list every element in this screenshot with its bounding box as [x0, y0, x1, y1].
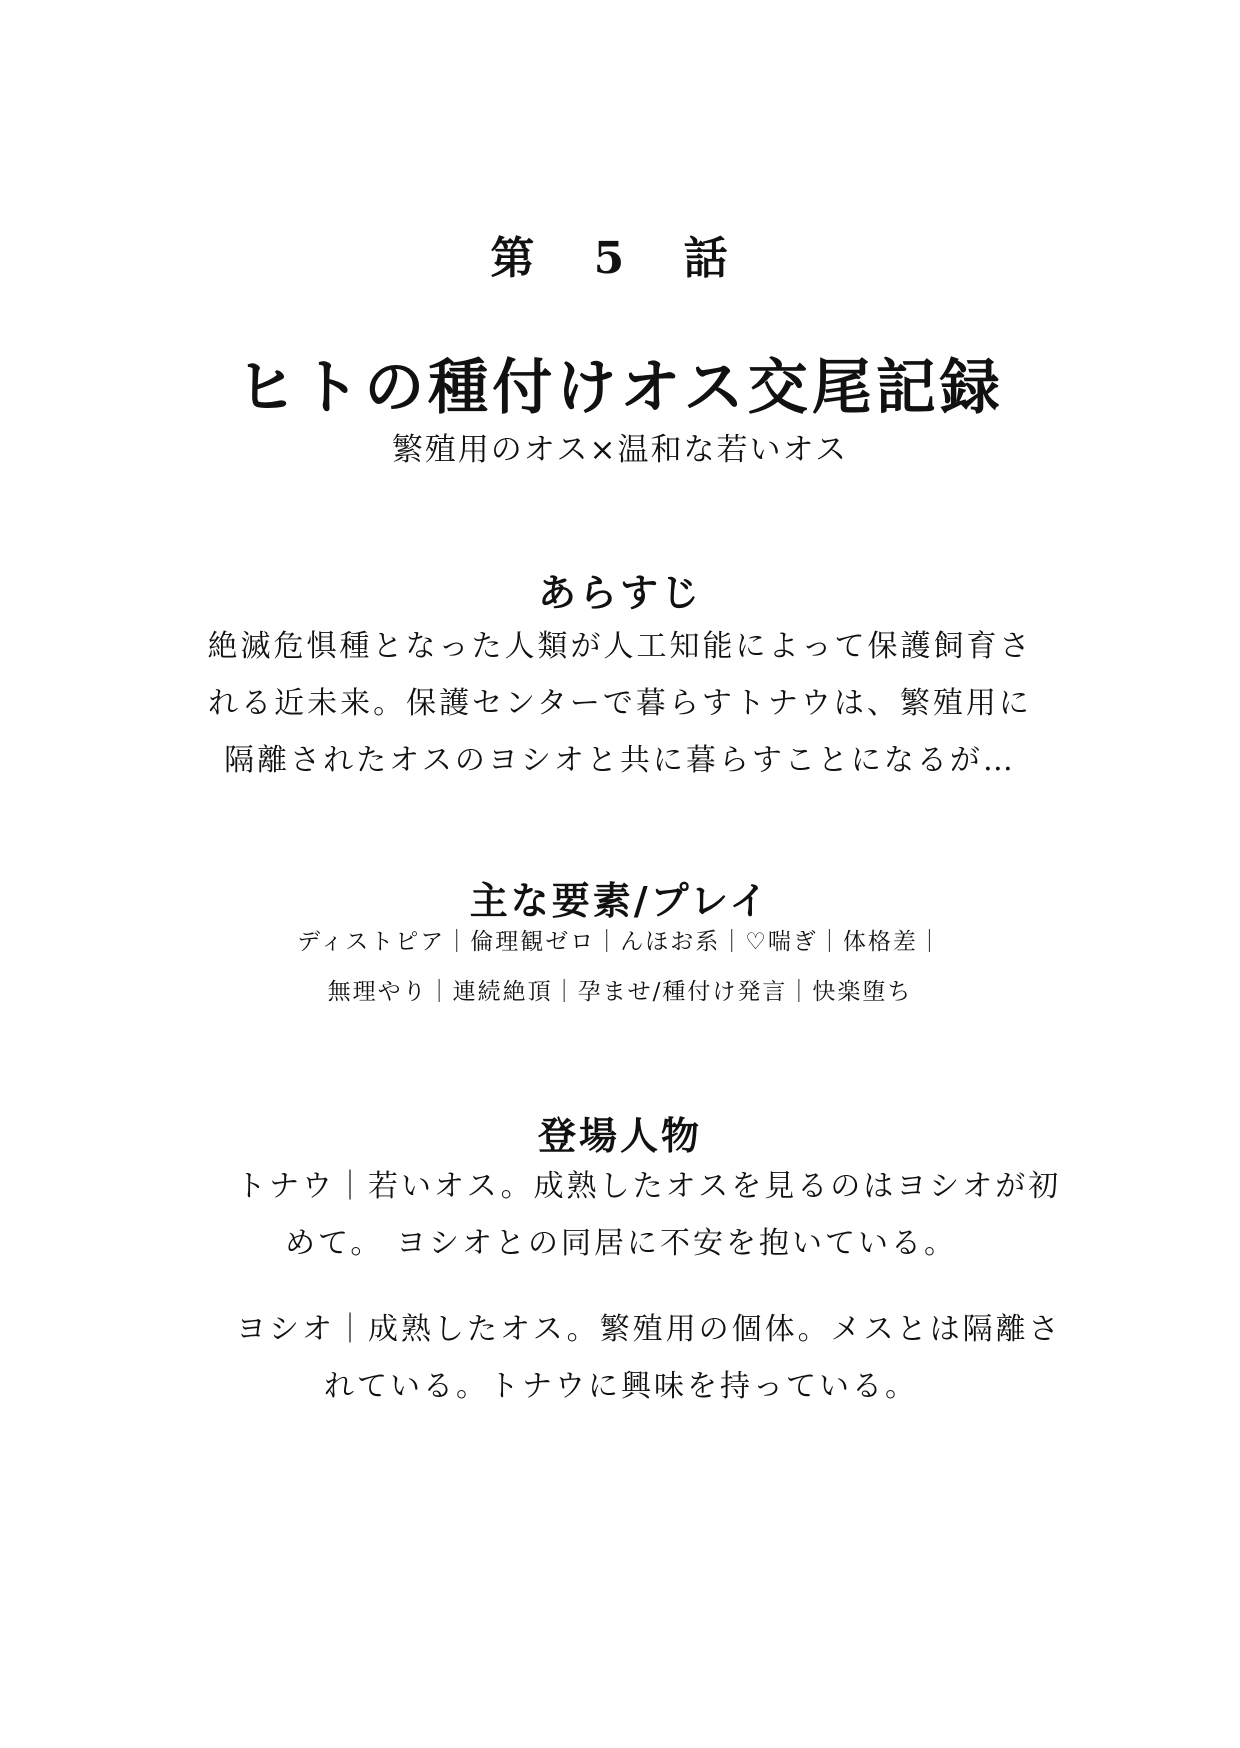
character-entry-yoshio: [236, 1301, 1062, 1415]
chapter-subtitle: 繁殖用のオス×温和な若いオス: [391, 432, 849, 468]
character-line: トナウ｜若いオス。成熟したオスを見るのはヨシオが初: [236, 1169, 1062, 1204]
chapter-title: ヒトの種付けオス交尾記録: [236, 353, 1004, 423]
tag-line: 無理やり｜連続絶頂｜孕ませ/種付け発言｜快楽堕ち: [327, 979, 913, 1005]
synopsis-line: れる近未来。保護センターで暮らすトナウは、繁殖用に: [208, 686, 1032, 721]
elements-heading: 主な要素/プレイ: [469, 878, 771, 923]
tag-line: ディストピア｜倫理観ゼロ｜んほお系｜♡喘ぎ｜体格差｜: [297, 929, 943, 955]
character-line: めて。 ヨシオとの同居に不安を抱いている。: [285, 1226, 957, 1261]
elements-tags: [0, 917, 1240, 1017]
episode-number: 第 5 話: [490, 233, 750, 284]
character-line: れている。トナウに興味を持っている。: [324, 1369, 918, 1404]
character-line: ヨシオ｜成熟したオス。繁殖用の個体。メスとは隔離さ: [236, 1312, 1062, 1347]
synopsis-line: 隔離されたオスのヨシオと共に暮らすことになるが…: [224, 743, 1016, 778]
synopsis-text: [0, 618, 1240, 789]
characters-heading: 登場人物: [537, 1113, 702, 1158]
synopsis-line: 絶滅危惧種となった人類が人工知能によって保護飼育さ: [207, 629, 1033, 664]
character-entry-tonau: [236, 1158, 1062, 1272]
synopsis-heading: あらすじ: [537, 570, 702, 615]
